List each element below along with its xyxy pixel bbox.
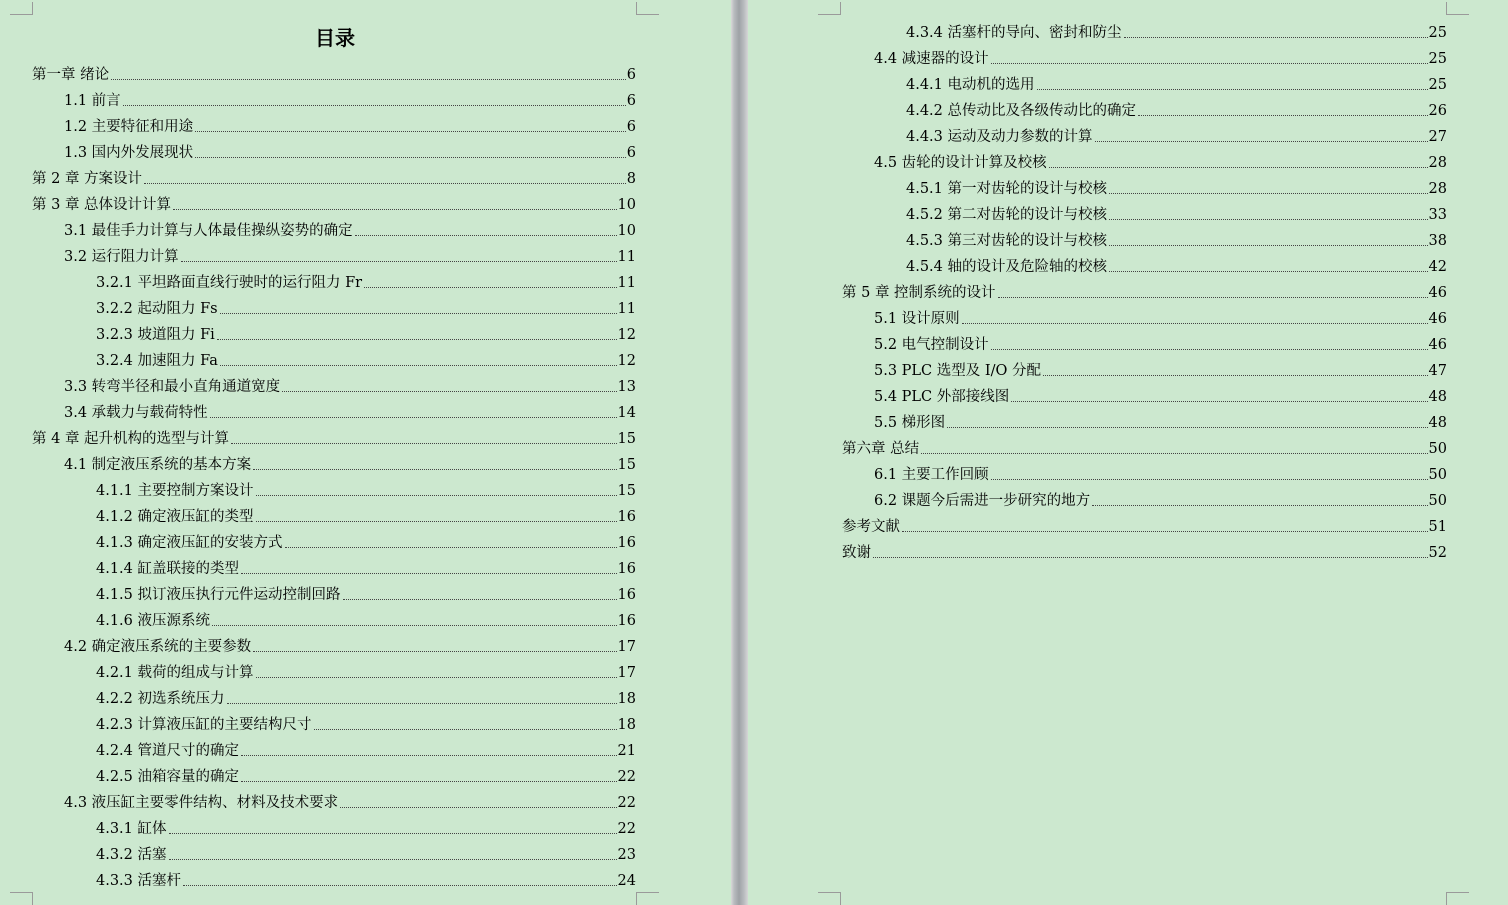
- toc-title: 目录: [315, 26, 355, 50]
- toc-entry[interactable]: [32, 656, 636, 682]
- toc-dot-leader: [256, 677, 617, 678]
- toc-dot-leader: [991, 63, 1428, 64]
- toc-dot-leader: [1095, 141, 1428, 142]
- toc-entry-page: 28: [1428, 181, 1447, 197]
- toc-entry[interactable]: [842, 16, 1447, 42]
- toc-entry-label: 4.1.5 拟订液压执行元件运动控制回路: [96, 587, 341, 603]
- toc-dot-leader: [1138, 115, 1428, 116]
- toc-entry-page: 11: [617, 301, 636, 317]
- toc-entry-page: 13: [617, 379, 636, 395]
- toc-entry-label: 第 5 章 控制系统的设计: [842, 285, 996, 301]
- toc-dot-leader: [227, 703, 617, 704]
- toc-entry[interactable]: [842, 120, 1447, 146]
- toc-entry-page: 10: [617, 223, 636, 239]
- toc-entry[interactable]: [32, 682, 636, 708]
- toc-dot-leader: [241, 781, 617, 782]
- toc-entry-page: 15: [617, 483, 636, 499]
- crop-mark-top-left: [10, 2, 33, 15]
- toc-dot-leader: [241, 755, 617, 756]
- toc-entry[interactable]: [32, 58, 636, 84]
- toc-entry[interactable]: [32, 552, 636, 578]
- toc-entry-label: 3.1 最佳手力计算与人体最佳操纵姿势的确定: [64, 223, 353, 239]
- toc-dot-leader: [991, 349, 1428, 350]
- document-page-left: [0, 0, 731, 905]
- toc-entry-page: 6: [626, 93, 636, 109]
- toc-entry-page: 51: [1428, 519, 1447, 535]
- toc-entry-label: 第六章 总结: [842, 441, 920, 457]
- toc-entry-page: 15: [617, 431, 636, 447]
- toc-entry[interactable]: [32, 578, 636, 604]
- toc-entry-page: 48: [1428, 389, 1447, 405]
- toc-entry[interactable]: [32, 708, 636, 734]
- toc-dot-leader: [169, 833, 617, 834]
- toc-dot-leader: [364, 287, 616, 288]
- toc-entry-label: 4.1 制定液压系统的基本方案: [64, 457, 252, 473]
- toc-entry-label: 4.4.2 总传动比及各级传动比的确定: [906, 103, 1137, 119]
- toc-entry[interactable]: [32, 526, 636, 552]
- toc-entry[interactable]: [32, 240, 636, 266]
- toc-entry-page: 52: [1428, 545, 1447, 561]
- crop-mark-top-left: [818, 2, 841, 15]
- toc-dot-leader: [195, 157, 626, 158]
- toc-entry[interactable]: [32, 370, 636, 396]
- crop-mark-bottom-right: [636, 892, 659, 905]
- toc-entry-page: 48: [1428, 415, 1447, 431]
- toc-entry-label: 4.5.3 第三对齿轮的设计与校核: [906, 233, 1108, 249]
- toc-entry-label: 4.5.2 第二对齿轮的设计与校核: [906, 207, 1108, 223]
- toc-entry-page: 50: [1428, 493, 1447, 509]
- toc-dot-leader: [991, 479, 1428, 480]
- toc-dot-leader: [231, 443, 616, 444]
- toc-entry-label: 6.1 主要工作回顾: [874, 467, 989, 483]
- toc-dot-leader: [256, 495, 617, 496]
- toc-entry-page: 6: [626, 145, 636, 161]
- toc-entry-label: 6.2 课题今后需进一步研究的地方: [874, 493, 1091, 509]
- toc-entry[interactable]: [32, 422, 636, 448]
- toc-entry[interactable]: [32, 734, 636, 760]
- crop-mark-top-right: [1446, 2, 1469, 15]
- toc-entry-label: 3.3 转弯半径和最小直角通道宽度: [64, 379, 281, 395]
- toc-entry-label: 5.1 设计原则: [874, 311, 960, 327]
- toc-entry-label: 4.2.4 管道尺寸的确定: [96, 743, 240, 759]
- toc-dot-leader: [256, 521, 617, 522]
- toc-entry[interactable]: [32, 812, 636, 838]
- toc-entry-page: 25: [1428, 51, 1447, 67]
- toc-dot-leader: [212, 625, 617, 626]
- toc-entry-page: 14: [617, 405, 636, 421]
- toc-dot-leader: [220, 313, 617, 314]
- toc-entry-page: 25: [1428, 25, 1447, 41]
- toc-dot-leader: [998, 297, 1428, 298]
- toc-dot-leader: [181, 261, 617, 262]
- toc-entry-label: 5.4 PLC 外部接线图: [874, 389, 1010, 405]
- toc-dot-leader: [1124, 37, 1428, 38]
- toc-entry-page: 15: [617, 457, 636, 473]
- toc-dot-leader: [282, 391, 616, 392]
- toc-dot-leader: [253, 469, 616, 470]
- toc-entry-page: 6: [626, 67, 636, 83]
- toc-entry-page: 18: [617, 691, 636, 707]
- toc-entry-label: 3.4 承载力与载荷特性: [64, 405, 208, 421]
- toc-entry[interactable]: [842, 198, 1447, 224]
- toc-entry-page: 6: [626, 119, 636, 135]
- toc-entry-page: 18: [617, 717, 636, 733]
- toc-entry[interactable]: [842, 94, 1447, 120]
- toc-dot-leader: [1043, 375, 1428, 376]
- crop-mark-bottom-left: [818, 892, 841, 905]
- toc-dot-leader: [1037, 89, 1428, 90]
- toc-list-left: [32, 58, 636, 890]
- toc-entry-page: 12: [617, 327, 636, 343]
- toc-entry-label: 第 2 章 方案设计: [32, 171, 143, 187]
- toc-entry-page: 8: [626, 171, 636, 187]
- toc-entry[interactable]: [842, 250, 1447, 276]
- toc-entry-page: 17: [617, 665, 636, 681]
- toc-entry-page: 11: [617, 249, 636, 265]
- toc-entry[interactable]: [842, 536, 1447, 562]
- toc-entry-label: 4.3 液压缸主要零件结构、材料及技术要求: [64, 795, 339, 811]
- toc-entry[interactable]: [32, 500, 636, 526]
- toc-dot-leader: [173, 209, 616, 210]
- toc-entry-label: 3.2.3 坡道阻力 Fi: [96, 327, 215, 343]
- toc-entry-label: 3.2.4 加速阻力 Fa: [96, 353, 218, 369]
- toc-entry-label: 3.2.2 起动阻力 Fs: [96, 301, 218, 317]
- toc-entry[interactable]: [32, 864, 636, 890]
- toc-entry[interactable]: [842, 224, 1447, 250]
- toc-entry[interactable]: [32, 448, 636, 474]
- toc-entry[interactable]: [32, 84, 636, 110]
- toc-entry-label: 4.5.1 第一对齿轮的设计与校核: [906, 181, 1108, 197]
- toc-entry-label: 4.1.2 确定液压缸的类型: [96, 509, 254, 525]
- toc-entry-label: 3.2.1 平坦路面直线行驶时的运行阻力 Fr: [96, 275, 363, 291]
- toc-entry[interactable]: [32, 474, 636, 500]
- toc-entry-label: 4.5.4 轴的设计及危险轴的校核: [906, 259, 1108, 275]
- toc-entry-page: 38: [1428, 233, 1447, 249]
- toc-dot-leader: [1109, 219, 1428, 220]
- toc-entry-page: 21: [617, 743, 636, 759]
- toc-entry[interactable]: [842, 42, 1447, 68]
- toc-entry[interactable]: [32, 188, 636, 214]
- toc-entry-page: 16: [617, 535, 636, 551]
- toc-entry-label: 致谢: [842, 545, 871, 561]
- toc-entry-label: 4.3.4 活塞杆的导向、密封和防尘: [906, 25, 1122, 41]
- toc-entry[interactable]: [32, 214, 636, 240]
- toc-dot-leader: [1109, 193, 1428, 194]
- toc-entry-page: 46: [1428, 311, 1447, 327]
- document-page-right: [748, 0, 1508, 905]
- toc-entry-page: 50: [1428, 467, 1447, 483]
- toc-entry[interactable]: [32, 760, 636, 786]
- toc-entry[interactable]: [32, 604, 636, 630]
- toc-dot-leader: [343, 599, 617, 600]
- toc-entry[interactable]: [842, 276, 1447, 302]
- toc-dot-leader: [1049, 167, 1428, 168]
- page-gutter: [731, 0, 748, 905]
- toc-entry[interactable]: [32, 630, 636, 656]
- toc-list-right: [842, 16, 1447, 562]
- toc-entry-page: 22: [617, 769, 636, 785]
- toc-entry[interactable]: [842, 172, 1447, 198]
- toc-entry[interactable]: [32, 292, 636, 318]
- toc-entry[interactable]: [842, 510, 1447, 536]
- toc-dot-leader: [210, 417, 617, 418]
- toc-entry-page: 22: [617, 821, 636, 837]
- toc-entry[interactable]: [842, 68, 1447, 94]
- toc-entry-page: 23: [617, 847, 636, 863]
- toc-entry-label: 4.1.3 确定液压缸的安装方式: [96, 535, 283, 551]
- toc-entry[interactable]: [32, 786, 636, 812]
- toc-dot-leader: [873, 557, 1428, 558]
- toc-entry[interactable]: [842, 458, 1447, 484]
- toc-entry-page: 12: [617, 353, 636, 369]
- toc-entry-page: 33: [1428, 207, 1447, 223]
- toc-entry-page: 50: [1428, 441, 1447, 457]
- toc-entry-label: 4.4.3 运动及动力参数的计算: [906, 129, 1093, 145]
- toc-entry-page: 10: [617, 197, 636, 213]
- toc-entry-label: 5.5 梯形图: [874, 415, 946, 431]
- toc-entry-label: 4.3.1 缸体: [96, 821, 167, 837]
- toc-entry-label: 4.1.6 液压源系统: [96, 613, 211, 629]
- toc-dot-leader: [921, 453, 1427, 454]
- toc-entry-label: 4.3.3 活塞杆: [96, 873, 182, 889]
- toc-dot-leader: [220, 365, 617, 366]
- toc-entry-label: 5.3 PLC 选型及 I/O 分配: [874, 363, 1041, 379]
- toc-entry-label: 4.2.1 载荷的组成与计算: [96, 665, 254, 681]
- toc-dot-leader: [241, 573, 617, 574]
- toc-entry-page: 26: [1428, 103, 1447, 119]
- toc-entry-label: 4.2.2 初选系统压力: [96, 691, 225, 707]
- toc-dot-leader: [1011, 401, 1427, 402]
- toc-entry-label: 1.2 主要特征和用途: [64, 119, 194, 135]
- toc-entry[interactable]: [842, 146, 1447, 172]
- toc-entry-label: 4.2.3 计算液压缸的主要结构尺寸: [96, 717, 312, 733]
- toc-entry-page: 42: [1428, 259, 1447, 275]
- toc-entry-label: 3.2 运行阻力计算: [64, 249, 179, 265]
- toc-dot-leader: [169, 859, 617, 860]
- toc-dot-leader: [962, 323, 1428, 324]
- toc-dot-leader: [355, 235, 617, 236]
- toc-entry-label: 1.1 前言: [64, 93, 121, 109]
- toc-entry-page: 16: [617, 561, 636, 577]
- toc-entry-page: 16: [617, 587, 636, 603]
- toc-dot-leader: [253, 651, 616, 652]
- toc-entry[interactable]: [32, 396, 636, 422]
- toc-entry-page: 16: [617, 509, 636, 525]
- toc-entry-page: 46: [1428, 337, 1447, 353]
- toc-entry-page: 47: [1428, 363, 1447, 379]
- toc-dot-leader: [340, 807, 616, 808]
- toc-entry[interactable]: [32, 110, 636, 136]
- toc-entry-label: 1.3 国内外发展现状: [64, 145, 194, 161]
- toc-dot-leader: [183, 885, 617, 886]
- toc-entry[interactable]: [842, 406, 1447, 432]
- toc-entry-page: 16: [617, 613, 636, 629]
- toc-entry[interactable]: [842, 328, 1447, 354]
- toc-entry-label: 4.1.1 主要控制方案设计: [96, 483, 254, 499]
- toc-entry[interactable]: [32, 838, 636, 864]
- toc-entry[interactable]: [842, 380, 1447, 406]
- toc-entry-label: 4.4.1 电动机的选用: [906, 77, 1035, 93]
- toc-entry-page: 28: [1428, 155, 1447, 171]
- crop-mark-top-right: [636, 2, 659, 15]
- crop-mark-bottom-right: [1446, 892, 1469, 905]
- toc-entry[interactable]: [842, 302, 1447, 328]
- toc-entry[interactable]: [32, 136, 636, 162]
- toc-entry-label: 5.2 电气控制设计: [874, 337, 989, 353]
- toc-dot-leader: [314, 729, 617, 730]
- toc-entry-page: 24: [617, 873, 636, 889]
- toc-dot-leader: [947, 427, 1427, 428]
- toc-entry[interactable]: [32, 318, 636, 344]
- toc-dot-leader: [144, 183, 626, 184]
- toc-dot-leader: [195, 131, 626, 132]
- toc-dot-leader: [217, 339, 617, 340]
- toc-entry-label: 参考文献: [842, 519, 900, 535]
- toc-dot-leader: [1109, 271, 1428, 272]
- toc-entry-label: 4.4 减速器的设计: [874, 51, 989, 67]
- toc-entry-label: 4.5 齿轮的设计计算及校核: [874, 155, 1047, 171]
- crop-mark-bottom-left: [10, 892, 33, 905]
- toc-entry-label: 4.3.2 活塞: [96, 847, 167, 863]
- toc-dot-leader: [1109, 245, 1428, 246]
- toc-entry-label: 4.2.5 油箱容量的确定: [96, 769, 240, 785]
- toc-entry[interactable]: [32, 162, 636, 188]
- toc-entry-label: 第 3 章 总体设计计算: [32, 197, 172, 213]
- toc-dot-leader: [1092, 505, 1427, 506]
- toc-entry[interactable]: [842, 354, 1447, 380]
- toc-entry[interactable]: [842, 432, 1447, 458]
- toc-entry-label: 第一章 绪论: [32, 67, 110, 83]
- toc-entry-page: 22: [617, 795, 636, 811]
- toc-entry-page: 11: [617, 275, 636, 291]
- toc-dot-leader: [111, 79, 626, 80]
- toc-entry[interactable]: [32, 266, 636, 292]
- toc-dot-leader: [285, 547, 617, 548]
- toc-entry-label: 4.2 确定液压系统的主要参数: [64, 639, 252, 655]
- toc-dot-leader: [902, 531, 1428, 532]
- toc-entry-label: 第 4 章 起升机构的选型与计算: [32, 431, 230, 447]
- toc-entry-label: 4.1.4 缸盖联接的类型: [96, 561, 240, 577]
- toc-entry[interactable]: [842, 484, 1447, 510]
- toc-entry-page: 25: [1428, 77, 1447, 93]
- toc-entry-page: 27: [1428, 129, 1447, 145]
- toc-entry-page: 46: [1428, 285, 1447, 301]
- toc-entry-page: 17: [617, 639, 636, 655]
- toc-dot-leader: [123, 105, 626, 106]
- toc-entry[interactable]: [32, 344, 636, 370]
